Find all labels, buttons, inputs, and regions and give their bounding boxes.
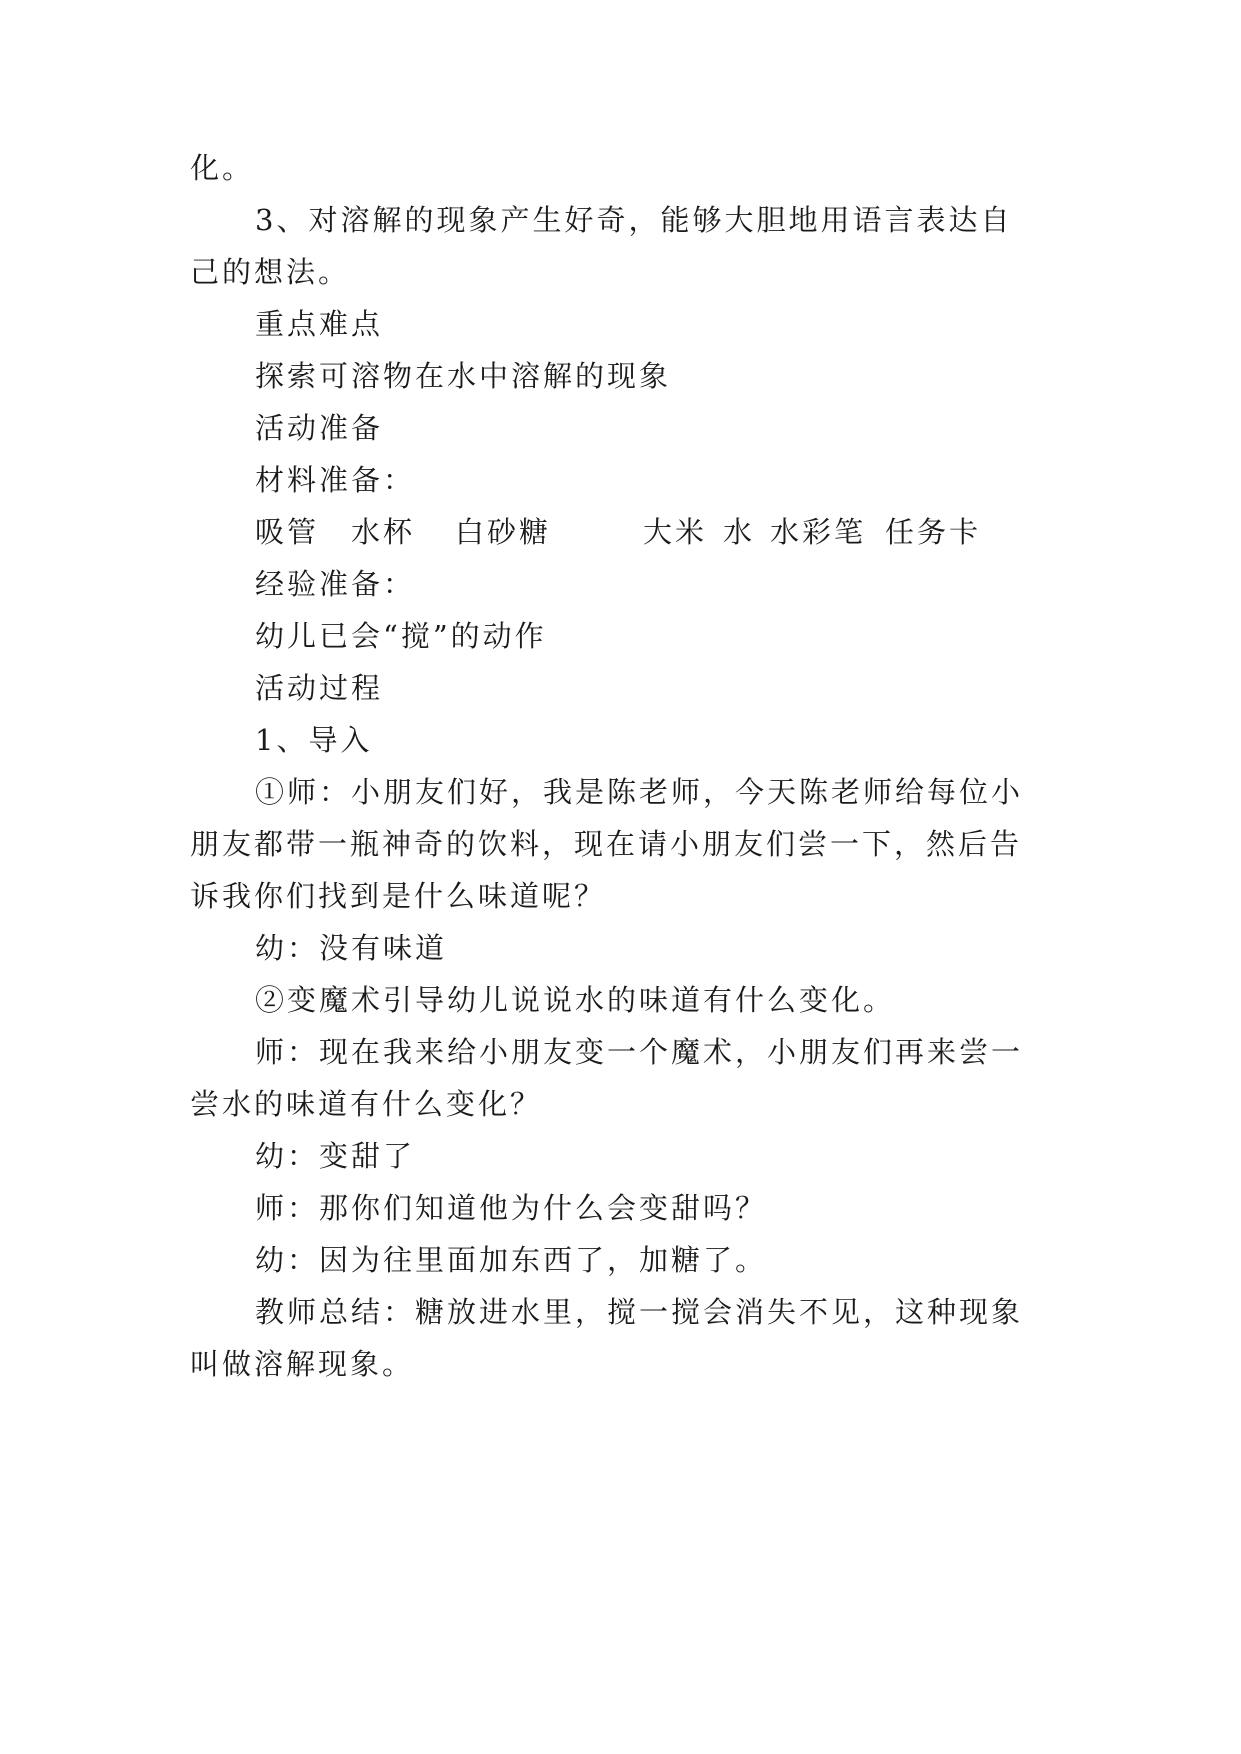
text-line: 1、导入 xyxy=(255,723,373,757)
text-line: 叫做溶解现象。 xyxy=(190,1347,415,1381)
text-line: 师：现在我来给小朋友变一个魔术，小朋友们再来尝一 xyxy=(255,1035,1024,1069)
text-line: 教师总结：糖放进水里，搅一搅会消失不见，这种现象 xyxy=(255,1295,1024,1329)
text-line: 幼儿已会“搅”的动作 xyxy=(255,619,547,653)
text-line: 3、对溶解的现象产生好奇，能够大胆地用语言表达自 xyxy=(255,203,1013,237)
material-item: 水 xyxy=(723,515,756,549)
material-item: 吸管 xyxy=(255,515,320,549)
text-line: 幼：没有味道 xyxy=(255,931,448,965)
material-item: 水彩笔 xyxy=(770,515,867,549)
text-line: ①师：小朋友们好，我是陈老师，今天陈老师给每位小 xyxy=(255,775,1024,809)
text-line: 诉我你们找到是什么味道呢？ xyxy=(190,879,607,913)
text-line: 经验准备： xyxy=(255,567,416,601)
material-item: 白砂糖 xyxy=(455,515,552,549)
material-item: 水杯 xyxy=(351,515,416,549)
text-line: 化。 xyxy=(190,151,255,185)
text-line: 尝水的味道有什么变化？ xyxy=(190,1087,543,1121)
text-line: ②变魔术引导幼儿说说水的味道有什么变化。 xyxy=(255,983,896,1017)
material-item: 大米 xyxy=(643,515,708,549)
text-line: 探索可溶物在水中溶解的现象 xyxy=(255,359,672,393)
text-line: 幼：变甜了 xyxy=(255,1139,416,1173)
section-heading: 重点难点 xyxy=(255,307,384,341)
text-line: 师：那你们知道他为什么会变甜吗？ xyxy=(255,1191,768,1225)
section-heading: 活动过程 xyxy=(255,671,384,705)
section-heading: 活动准备 xyxy=(255,411,384,445)
text-line: 材料准备： xyxy=(255,463,416,497)
text-line: 朋友都带一瓶神奇的饮料，现在请小朋友们尝一下，然后告 xyxy=(190,827,1023,861)
text-line: 己的想法。 xyxy=(190,255,351,289)
text-line: 幼：因为往里面加东西了，加糖了。 xyxy=(255,1243,768,1277)
material-item: 任务卡 xyxy=(885,515,982,549)
